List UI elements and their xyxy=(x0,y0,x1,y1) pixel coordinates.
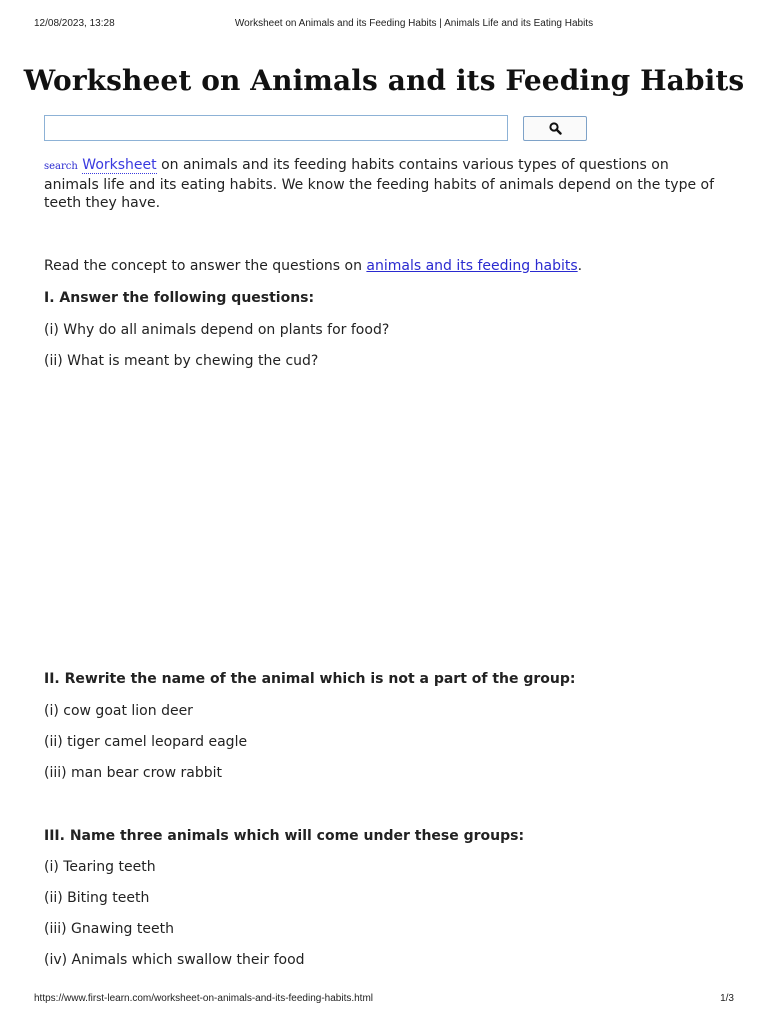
section-heading-1: I. Answer the following questions: xyxy=(44,290,315,306)
concept-paragraph xyxy=(44,257,582,275)
magnifier-icon xyxy=(549,122,562,135)
question-item: (ii) Biting teeth xyxy=(44,890,150,906)
question-item: (i) cow goat lion deer xyxy=(44,703,193,719)
question-item: (ii) tiger camel leopard eagle xyxy=(44,734,248,750)
search-label: search xyxy=(44,161,78,172)
section-heading-2: II. Rewrite the name of the animal which is not a part of the group: xyxy=(44,671,576,687)
page-number: 1/3 xyxy=(720,993,734,1004)
print-title: Worksheet on Animals and its Feeding Habits | Animals Life and its Eating Habits xyxy=(234,18,594,29)
intro-text: on animals and its feeding habits contains various types of questions on animals life and its eating habits. We know the feeding habits of animals depend on the type of teeth they have. xyxy=(44,157,715,211)
intro-paragraph xyxy=(44,156,724,212)
print-datetime: 12/08/2023, 13:28 xyxy=(34,18,115,29)
question-item: (i) Tearing teeth xyxy=(44,859,156,875)
concept-suffix: . xyxy=(577,258,583,274)
question-item: (iii) Gnawing teeth xyxy=(44,921,174,937)
concept-prefix: Read the concept to answer the questions on xyxy=(44,258,367,274)
print-url: https://www.first-learn.com/worksheet-on-animals-and-its-feeding-habits.html xyxy=(34,993,374,1004)
question-item: (i) Why do all animals depend on plants for food? xyxy=(44,322,390,338)
search-input[interactable] xyxy=(44,115,508,141)
question-item: (ii) What is meant by chewing the cud? xyxy=(44,353,319,369)
article-body xyxy=(44,156,724,968)
feeding-habits-link[interactable]: animals and its feeding habits xyxy=(366,258,578,274)
question-item: (iii) man bear crow rabbit xyxy=(44,765,222,781)
page-title: Worksheet on Animals and its Feeding Habits xyxy=(23,64,745,97)
section-heading-3: III. Name three animals which will come under these groups: xyxy=(44,828,525,844)
worksheet-link[interactable]: Worksheet xyxy=(82,157,157,173)
search-button[interactable] xyxy=(523,116,587,141)
question-item: (iv) Animals which swallow their food xyxy=(44,952,305,968)
